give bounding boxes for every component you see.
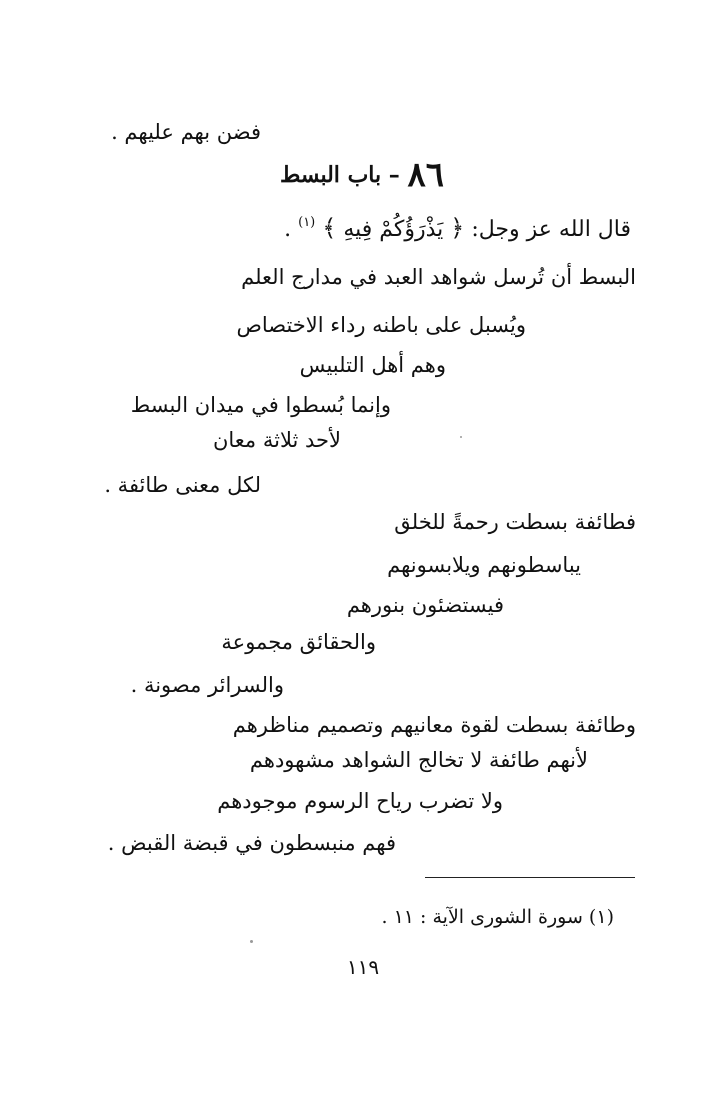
verse-close-bracket: ﴾ bbox=[322, 214, 337, 242]
body-line-2: ويُسبل على باطنه رداء الاختصاص bbox=[236, 313, 526, 337]
footnote-divider bbox=[425, 877, 635, 878]
paper-speck bbox=[460, 436, 462, 438]
continuation-line: فضن بهم عليهم . bbox=[111, 120, 261, 144]
body-line-8: يباسطونهم ويلابسونهم bbox=[387, 553, 581, 577]
body-line-7: فطائفة بسطت رحمةً للخلق bbox=[394, 510, 636, 534]
footnote-text: (١) سورة الشورى الآية : ١١ . bbox=[381, 906, 614, 928]
body-line-15: فهم منبسطون في قبضة القبض . bbox=[107, 831, 396, 855]
body-line-9: فيستضئون بنورهم bbox=[346, 593, 504, 617]
verse-line bbox=[284, 208, 631, 245]
body-line-12: وطائفة بسطت لقوة معانيهم وتصميم مناظرهم bbox=[232, 713, 636, 737]
footnote-marker: (١) bbox=[298, 215, 316, 230]
body-line-14: ولا تضرب رياح الرسوم موجودهم bbox=[217, 789, 503, 813]
body-line-10: والحقائق مجموعة bbox=[221, 630, 376, 654]
page-number: ١١٩ bbox=[346, 955, 380, 979]
chapter-separator: – bbox=[388, 162, 400, 188]
body-line-3: وهم أهل التلبيس bbox=[299, 353, 446, 377]
chapter-title: باب البسط bbox=[279, 162, 382, 188]
body-line-13: لأنهم طائفة لا تخالج الشواهد مشهودهم bbox=[249, 748, 588, 772]
verse-quote: يَذْرَؤُكُمْ فِيهِ bbox=[343, 217, 444, 242]
chapter-heading bbox=[279, 155, 444, 195]
verse-intro: قال الله عز وجل: bbox=[471, 217, 631, 242]
chapter-number: ٨٦ bbox=[407, 155, 444, 195]
body-line-1: البسط أن تُرسل شواهد العبد في مدارج العلم bbox=[241, 265, 636, 289]
paper-speck bbox=[250, 940, 253, 943]
verse-open-bracket: ﴿ bbox=[450, 214, 465, 242]
body-line-4: وإنما بُسطوا في ميدان البسط bbox=[130, 393, 391, 417]
body-line-6: لكل معنى طائفة . bbox=[104, 473, 261, 497]
body-line-5: لأحد ثلاثة معان bbox=[212, 428, 341, 452]
body-line-11: والسرائر مصونة . bbox=[130, 673, 284, 697]
verse-end: . bbox=[284, 217, 292, 242]
